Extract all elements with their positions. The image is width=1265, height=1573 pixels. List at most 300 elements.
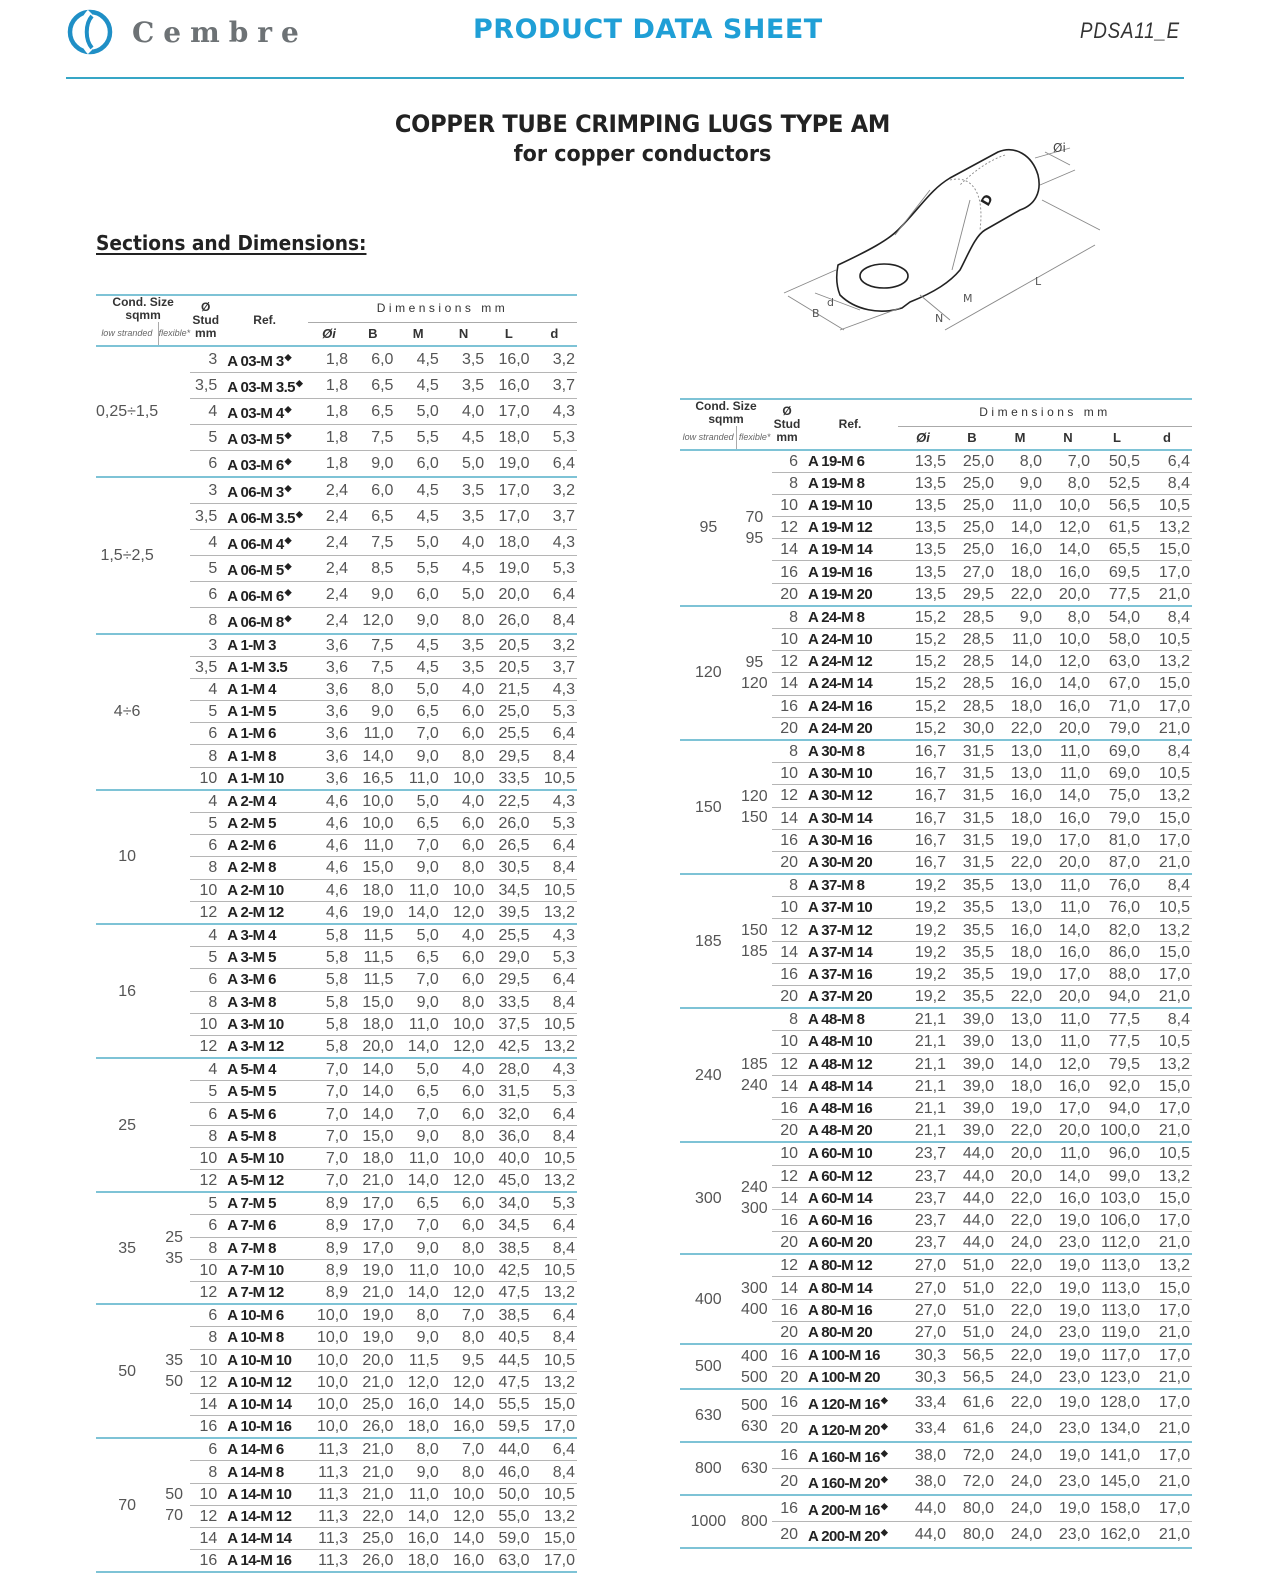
- dim-d: 3,2: [532, 634, 577, 657]
- stud-size: 14: [772, 1187, 802, 1209]
- stud-size: 5: [190, 1192, 221, 1215]
- flexible-marker-icon: ◆: [295, 508, 303, 519]
- dim-oi: 19,2: [898, 874, 948, 897]
- dim-m: 11,5: [395, 1349, 440, 1371]
- ref-code: A 60-M 20: [802, 1232, 898, 1255]
- dim-b: 26,0: [350, 1550, 395, 1573]
- dim-l: 46,0: [486, 1461, 531, 1483]
- dim-oi: 15,2: [898, 695, 948, 717]
- dim-l: 87,0: [1092, 851, 1142, 874]
- dim-d: 5,3: [532, 424, 577, 450]
- ref-code: A 60-M 14: [802, 1187, 898, 1209]
- dim-d: 10,5: [532, 1259, 577, 1281]
- dim-oi: 13,5: [898, 472, 948, 494]
- header-stud: Ø Stud mm: [772, 399, 802, 450]
- dim-n: 19,0: [1044, 1254, 1092, 1277]
- stud-size: 10: [772, 494, 802, 516]
- dim-d: 15,0: [1142, 539, 1192, 561]
- dim-l: 69,0: [1092, 763, 1142, 785]
- dim-n: 23,0: [1044, 1469, 1092, 1496]
- dim-n: 6,0: [441, 1215, 486, 1237]
- dim-b: 14,0: [350, 745, 395, 767]
- stud-size: 6: [190, 1438, 221, 1461]
- dim-oi: 10,0: [308, 1393, 350, 1415]
- dim-n: 19,0: [1044, 1277, 1092, 1299]
- dim-n: 6,0: [441, 1103, 486, 1125]
- dim-d: 6,4: [532, 1304, 577, 1327]
- stud-size: 3: [190, 634, 221, 657]
- cond-size-low-stranded: 50: [96, 1304, 158, 1438]
- dim-d: 8,4: [532, 1461, 577, 1483]
- dim-d: 21,0: [1142, 583, 1192, 606]
- ref-code: A 14-M 10: [221, 1483, 308, 1505]
- stud-hole: [860, 264, 908, 288]
- flexible-marker-icon: ◆: [284, 586, 291, 597]
- dim-l: 76,0: [1092, 874, 1142, 897]
- dim-d: 15,0: [1142, 1277, 1192, 1299]
- dim-d: 13,2: [532, 1170, 577, 1193]
- dim-b: 7,5: [350, 424, 395, 450]
- dim-b: 35,5: [948, 874, 996, 897]
- table-row: [96, 924, 577, 947]
- header-col-0: Øi: [308, 322, 350, 346]
- stud-size: 20: [772, 1321, 802, 1344]
- dim-oi: 7,0: [308, 1125, 350, 1147]
- dim-d: 21,0: [1142, 1120, 1192, 1143]
- dim-d: 5,3: [532, 1192, 577, 1215]
- dim-n: 8,0: [441, 857, 486, 879]
- dim-oi: 16,7: [898, 785, 948, 807]
- header-col-2: M: [395, 322, 440, 346]
- stud-size: 8: [190, 1461, 221, 1483]
- ref-code: A 10-M 14: [221, 1393, 308, 1415]
- dim-l: 55,0: [486, 1505, 531, 1527]
- dim-m: 9,0: [996, 472, 1044, 494]
- dim-b: 35,5: [948, 919, 996, 941]
- dim-d: 13,2: [532, 1371, 577, 1393]
- cond-size-low-stranded: 35: [96, 1192, 158, 1304]
- ref-code: A 100-M 16: [802, 1344, 898, 1367]
- dim-n: 16,0: [1044, 561, 1092, 583]
- dim-m: 22,0: [996, 1344, 1044, 1367]
- dim-l: 76,0: [1092, 897, 1142, 919]
- dim-m: 11,0: [395, 767, 440, 790]
- dim-oi: 11,3: [308, 1461, 350, 1483]
- dim-b: 31,5: [948, 807, 996, 829]
- dim-oi: 8,9: [308, 1281, 350, 1304]
- cond-size-flexible: 120 150: [737, 740, 772, 874]
- dim-n: 3,5: [441, 372, 486, 398]
- dim-b: 51,0: [948, 1254, 996, 1277]
- ref-code: A 1-M 4: [221, 678, 308, 700]
- stud-size: 6: [190, 969, 221, 991]
- stud-size: 20: [772, 851, 802, 874]
- dim-l: 79,0: [1092, 717, 1142, 740]
- dim-n: 16,0: [1044, 807, 1092, 829]
- stud-size: 8: [190, 607, 221, 634]
- dim-n: 4,0: [441, 1058, 486, 1081]
- dim-l: 25,5: [486, 723, 531, 745]
- dim-n: 16,0: [1044, 1075, 1092, 1097]
- dim-l: 37,5: [486, 1013, 531, 1035]
- dim-d: 10,5: [1142, 494, 1192, 516]
- dim-n: 8,0: [441, 1327, 486, 1349]
- dim-oi: 7,0: [308, 1170, 350, 1193]
- dim-l: 29,5: [486, 745, 531, 767]
- dim-d: 13,2: [1142, 785, 1192, 807]
- dim-oi: 15,2: [898, 717, 948, 740]
- dim-l: 112,0: [1092, 1232, 1142, 1255]
- dim-oi: 7,0: [308, 1058, 350, 1081]
- dim-d: 17,0: [1142, 1299, 1192, 1321]
- dim-d: 13,2: [1142, 1254, 1192, 1277]
- dim-n: 8,0: [441, 1461, 486, 1483]
- dim-m: 9,0: [395, 1237, 440, 1259]
- ref-code: A 37-M 8: [802, 874, 898, 897]
- dim-m: 14,0: [996, 651, 1044, 673]
- cond-size-flexible: 185 240: [737, 1008, 772, 1142]
- stud-size: 12: [772, 517, 802, 539]
- dim-l: 113,0: [1092, 1299, 1142, 1321]
- dim-l: 34,5: [486, 1215, 531, 1237]
- ref-code: A 06-M 8◆: [221, 607, 308, 634]
- dim-n: 17,0: [1044, 1097, 1092, 1119]
- document-code: PDSA11_E: [1080, 18, 1181, 43]
- dim-d: 6,4: [532, 969, 577, 991]
- dim-n: 23,0: [1044, 1321, 1092, 1344]
- ref-code: A 19-M 12: [802, 517, 898, 539]
- stud-size: 3,5: [190, 656, 221, 678]
- dim-l: 88,0: [1092, 963, 1142, 985]
- dim-m: 11,0: [395, 1013, 440, 1035]
- cembre-logo-icon: [66, 8, 114, 56]
- header-low-stranded: low stranded: [680, 426, 737, 450]
- stud-size: 16: [772, 1389, 802, 1416]
- dim-d: 8,4: [532, 607, 577, 634]
- dim-n: 12,0: [441, 901, 486, 924]
- svg-text:N: N: [935, 312, 944, 325]
- dim-d: 17,0: [1142, 1097, 1192, 1119]
- dim-m: 11,0: [395, 1147, 440, 1169]
- dim-m: 13,0: [996, 763, 1044, 785]
- dim-oi: 1,8: [308, 398, 350, 424]
- dim-oi: 3,6: [308, 678, 350, 700]
- header-col-3: N: [441, 322, 486, 346]
- ref-code: A 37-M 16: [802, 963, 898, 985]
- ref-code: A 1-M 5: [221, 701, 308, 723]
- ref-code: A 2-M 8: [221, 857, 308, 879]
- dim-n: 19,0: [1044, 1344, 1092, 1367]
- ref-code: A 30-M 20: [802, 851, 898, 874]
- dim-b: 25,0: [948, 539, 996, 561]
- ref-code: A 120-M 20◆: [802, 1416, 898, 1443]
- ref-code: A 10-M 8: [221, 1327, 308, 1349]
- dim-d: 13,2: [532, 1281, 577, 1304]
- dim-n: 19,0: [1044, 1209, 1092, 1231]
- dim-m: 9,0: [395, 1125, 440, 1147]
- dim-l: 44,5: [486, 1349, 531, 1371]
- document-type: PRODUCT DATA SHEET: [473, 14, 823, 45]
- ref-code: A 3-M 6: [221, 969, 308, 991]
- stud-size: 6: [190, 723, 221, 745]
- dim-n: 19,0: [1044, 1495, 1092, 1522]
- dim-b: 21,0: [350, 1483, 395, 1505]
- ref-code: A 10-M 12: [221, 1371, 308, 1393]
- dim-n: 12,0: [441, 1281, 486, 1304]
- dim-n: 20,0: [1044, 851, 1092, 874]
- dim-m: 7,0: [395, 835, 440, 857]
- dim-l: 17,0: [486, 398, 531, 424]
- dim-n: 4,5: [441, 424, 486, 450]
- stud-size: 14: [772, 1075, 802, 1097]
- dim-m: 22,0: [996, 1277, 1044, 1299]
- dim-n: 14,0: [1044, 785, 1092, 807]
- dim-d: 15,0: [1142, 673, 1192, 695]
- dim-oi: 23,7: [898, 1142, 948, 1165]
- stud-size: 14: [772, 1277, 802, 1299]
- ref-code: A 14-M 6: [221, 1438, 308, 1461]
- dim-l: 36,0: [486, 1125, 531, 1147]
- stud-size: 16: [772, 561, 802, 583]
- dim-l: 162,0: [1092, 1522, 1142, 1549]
- dim-m: 6,5: [395, 813, 440, 835]
- stud-size: 6: [190, 835, 221, 857]
- svg-text:B: B: [812, 307, 820, 320]
- stud-size: 5: [190, 1081, 221, 1103]
- dim-oi: 1,8: [308, 424, 350, 450]
- stud-size: 12: [190, 1035, 221, 1058]
- header-col-4: L: [486, 322, 531, 346]
- header-dimensions: Dimensions mm: [898, 399, 1192, 426]
- dim-n: 4,0: [441, 790, 486, 813]
- cond-size-flexible: 95 120: [737, 606, 772, 740]
- header-flexible: flexible*: [158, 322, 190, 346]
- dim-b: 11,0: [350, 723, 395, 745]
- ref-code: A 1-M 6: [221, 723, 308, 745]
- flexible-marker-icon: ◆: [880, 1527, 888, 1538]
- dim-n: 7,0: [1044, 450, 1092, 473]
- dim-m: 7,0: [395, 1215, 440, 1237]
- dim-b: 11,5: [350, 969, 395, 991]
- dim-d: 3,7: [532, 372, 577, 398]
- ref-code: A 7-M 6: [221, 1215, 308, 1237]
- dim-m: 8,0: [395, 1438, 440, 1461]
- dim-l: 117,0: [1092, 1344, 1142, 1367]
- dim-l: 113,0: [1092, 1277, 1142, 1299]
- dim-n: 8,0: [1044, 606, 1092, 629]
- dim-m: 16,0: [996, 919, 1044, 941]
- stud-size: 10: [190, 1349, 221, 1371]
- ref-code: A 5-M 12: [221, 1170, 308, 1193]
- dim-d: 6,4: [532, 835, 577, 857]
- dim-oi: 3,6: [308, 656, 350, 678]
- stud-size: 6: [772, 450, 802, 473]
- dim-b: 39,0: [948, 1031, 996, 1053]
- dim-oi: 23,7: [898, 1209, 948, 1231]
- dim-b: 44,0: [948, 1142, 996, 1165]
- dim-l: 17,0: [486, 477, 531, 504]
- cond-size-flexible: 35 50: [158, 1304, 190, 1438]
- stud-size: 4: [190, 398, 221, 424]
- dim-m: 24,0: [996, 1232, 1044, 1255]
- dim-d: 5,3: [532, 813, 577, 835]
- dim-l: 25,5: [486, 924, 531, 947]
- dim-l: 34,5: [486, 879, 531, 901]
- dim-oi: 1,8: [308, 346, 350, 373]
- dim-n: 6,0: [441, 723, 486, 745]
- dim-m: 4,5: [395, 477, 440, 504]
- dim-d: 17,0: [1142, 561, 1192, 583]
- ref-code: A 2-M 5: [221, 813, 308, 835]
- dim-l: 19,0: [486, 555, 531, 581]
- dim-b: 44,0: [948, 1165, 996, 1187]
- ref-code: A 2-M 10: [221, 879, 308, 901]
- dim-l: 16,0: [486, 346, 531, 373]
- cond-size-low-stranded: 4÷6: [96, 634, 158, 790]
- dim-d: 10,5: [532, 1013, 577, 1035]
- dim-d: 8,4: [532, 1125, 577, 1147]
- dim-b: 11,0: [350, 835, 395, 857]
- dim-oi: 13,5: [898, 517, 948, 539]
- dim-oi: 3,6: [308, 634, 350, 657]
- dim-n: 6,0: [441, 969, 486, 991]
- dim-n: 10,0: [441, 1013, 486, 1035]
- dim-m: 24,0: [996, 1442, 1044, 1469]
- dim-n: 6,0: [441, 701, 486, 723]
- dim-m: 5,0: [395, 398, 440, 424]
- dim-b: 19,0: [350, 1259, 395, 1281]
- dim-oi: 10,0: [308, 1371, 350, 1393]
- stud-size: 5: [190, 947, 221, 969]
- stud-size: 20: [772, 1416, 802, 1443]
- dim-l: 19,0: [486, 450, 531, 477]
- dim-m: 5,0: [395, 678, 440, 700]
- cond-size-low-stranded: 120: [680, 606, 737, 740]
- ref-code: A 30-M 14: [802, 807, 898, 829]
- dim-m: 11,0: [395, 1483, 440, 1505]
- dim-l: 77,5: [1092, 1008, 1142, 1031]
- dim-n: 14,0: [441, 1528, 486, 1550]
- dim-oi: 8,9: [308, 1259, 350, 1281]
- stud-size: 10: [190, 1259, 221, 1281]
- svg-text:L: L: [1035, 275, 1042, 288]
- dim-d: 21,0: [1142, 986, 1192, 1009]
- dim-oi: 4,6: [308, 857, 350, 879]
- dim-m: 4,5: [395, 503, 440, 529]
- dim-oi: 38,0: [898, 1442, 948, 1469]
- dim-b: 28,5: [948, 673, 996, 695]
- ref-code: A 24-M 10: [802, 629, 898, 651]
- dim-m: 22,0: [996, 1120, 1044, 1143]
- dim-l: 26,5: [486, 835, 531, 857]
- ref-code: A 48-M 16: [802, 1097, 898, 1119]
- dim-n: 10,0: [1044, 494, 1092, 516]
- dim-oi: 10,0: [308, 1304, 350, 1327]
- cond-size-flexible: 240 300: [737, 1142, 772, 1254]
- dim-b: 39,0: [948, 1120, 996, 1143]
- dim-b: 25,0: [948, 494, 996, 516]
- stud-size: 5: [190, 424, 221, 450]
- ref-code: A 14-M 12: [221, 1505, 308, 1527]
- dim-l: 38,5: [486, 1304, 531, 1327]
- dim-l: 61,5: [1092, 517, 1142, 539]
- dim-oi: 2,4: [308, 607, 350, 634]
- dim-d: 4,3: [532, 790, 577, 813]
- dim-m: 4,5: [395, 346, 440, 373]
- svg-text:M: M: [963, 292, 973, 305]
- dim-oi: 7,0: [308, 1103, 350, 1125]
- stud-size: 8: [190, 745, 221, 767]
- dim-d: 13,2: [1142, 1165, 1192, 1187]
- dim-l: 28,0: [486, 1058, 531, 1081]
- stud-size: 14: [772, 539, 802, 561]
- dim-m: 13,0: [996, 874, 1044, 897]
- dim-d: 17,0: [1142, 1209, 1192, 1231]
- dim-d: 8,4: [1142, 1008, 1192, 1031]
- flexible-marker-icon: ◆: [284, 403, 291, 414]
- dim-oi: 7,0: [308, 1147, 350, 1169]
- dim-m: 7,0: [395, 969, 440, 991]
- stud-size: 14: [772, 673, 802, 695]
- ref-code: A 7-M 5: [221, 1192, 308, 1215]
- dim-b: 7,5: [350, 656, 395, 678]
- dim-oi: 5,8: [308, 1013, 350, 1035]
- cond-size-flexible: 150 185: [737, 874, 772, 1008]
- dim-b: 51,0: [948, 1299, 996, 1321]
- stud-size: 6: [190, 1215, 221, 1237]
- dim-m: 14,0: [395, 1505, 440, 1527]
- dim-l: 99,0: [1092, 1165, 1142, 1187]
- dim-l: 26,0: [486, 607, 531, 634]
- dim-b: 16,5: [350, 767, 395, 790]
- dim-d: 21,0: [1142, 717, 1192, 740]
- cond-size-flexible: [158, 634, 190, 790]
- cond-size-low-stranded: 70: [96, 1438, 158, 1572]
- ref-code: A 19-M 10: [802, 494, 898, 516]
- stud-size: 16: [772, 1442, 802, 1469]
- dim-l: 33,5: [486, 991, 531, 1013]
- dim-b: 28,5: [948, 629, 996, 651]
- stud-size: 12: [772, 919, 802, 941]
- dim-d: 6,4: [532, 1103, 577, 1125]
- header-col-3: N: [1044, 426, 1092, 450]
- dim-d: 17,0: [1142, 1442, 1192, 1469]
- flexible-marker-icon: ◆: [284, 351, 291, 362]
- ref-code: A 80-M 20: [802, 1321, 898, 1344]
- dim-b: 9,0: [350, 701, 395, 723]
- table-row: [680, 450, 1192, 473]
- header-col-4: L: [1092, 426, 1142, 450]
- ref-code: A 7-M 10: [221, 1259, 308, 1281]
- dim-n: 11,0: [1044, 763, 1092, 785]
- dim-oi: 16,7: [898, 851, 948, 874]
- dim-n: 20,0: [1044, 986, 1092, 1009]
- dim-d: 15,0: [1142, 1187, 1192, 1209]
- dim-oi: 19,2: [898, 897, 948, 919]
- dim-m: 4,5: [395, 372, 440, 398]
- dim-b: 35,5: [948, 897, 996, 919]
- dim-n: 8,0: [1044, 472, 1092, 494]
- dim-m: 11,0: [996, 629, 1044, 651]
- table-row: [96, 1304, 577, 1327]
- dim-d: 21,0: [1142, 1416, 1192, 1443]
- dim-b: 15,0: [350, 991, 395, 1013]
- dim-n: 6,0: [441, 1192, 486, 1215]
- dim-n: 3,5: [441, 477, 486, 504]
- dim-m: 18,0: [996, 807, 1044, 829]
- dim-oi: 13,5: [898, 494, 948, 516]
- dim-l: 52,5: [1092, 472, 1142, 494]
